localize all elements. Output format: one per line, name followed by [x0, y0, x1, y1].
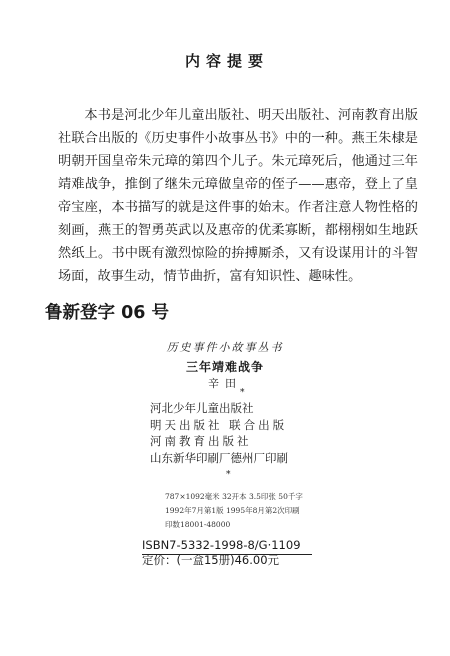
separator-star-2: * — [226, 470, 231, 480]
print-specs — [165, 490, 365, 532]
publisher-mingtian: 明天出版社 联合出版 — [150, 417, 288, 432]
format-spec: 787×1092毫米 32开本 3.5印张 50千字 — [165, 492, 303, 501]
isbn-number: ISBN7-5332-1998-8/G·1109 — [142, 538, 301, 552]
print-run: 印数18001-48000 — [165, 520, 231, 529]
publisher-hebei: 河北少年儿童出版社 — [150, 401, 254, 415]
price-info: 定价：(一盒15册)46.00元 — [142, 553, 280, 567]
publisher-henan: 河南教育出版社 — [150, 434, 252, 448]
publisher-block — [150, 400, 330, 466]
edition-info: 1992年7月第1版 1995年8月第2次印刷 — [165, 506, 300, 515]
isbn-underline — [142, 554, 312, 555]
author-name: 辛田 — [208, 377, 242, 390]
isbn-block — [142, 538, 301, 568]
separator-star: * — [240, 388, 245, 398]
book-title: 三年靖难战争 — [185, 360, 264, 374]
series-name: 历史事件小故事丛书 — [166, 341, 284, 354]
printer-name: 山东新华印刷厂德州厂印刷 — [150, 450, 288, 465]
summary-paragraph: 本书是河北少年儿童出版社、明天出版社、河南教育出版社联合出版的《历史事件小故事丛书》中的一种。燕王朱棣是明朝开国皇帝朱元璋的第四个儿子。朱元璋死后，他通过三年靖难战争，推倒了继朱元璋做皇帝的侄子——惠帝，登上了皇帝宝座，本书描写的就是这件事的始末。作者注意人物性格的刻画，燕王的智勇英武以及惠帝的优柔寡断，都栩栩如生地跃然纸上。书中既有激烈惊险的拚搏厮杀，又有设谋用计的斗智场面，故事生动，情节曲折，富有知识性、趣味性。 — [58, 108, 418, 284]
publication-record-number: 鲁新登字 06 号 — [45, 303, 170, 323]
summary-heading: 内容提要 — [184, 52, 269, 70]
